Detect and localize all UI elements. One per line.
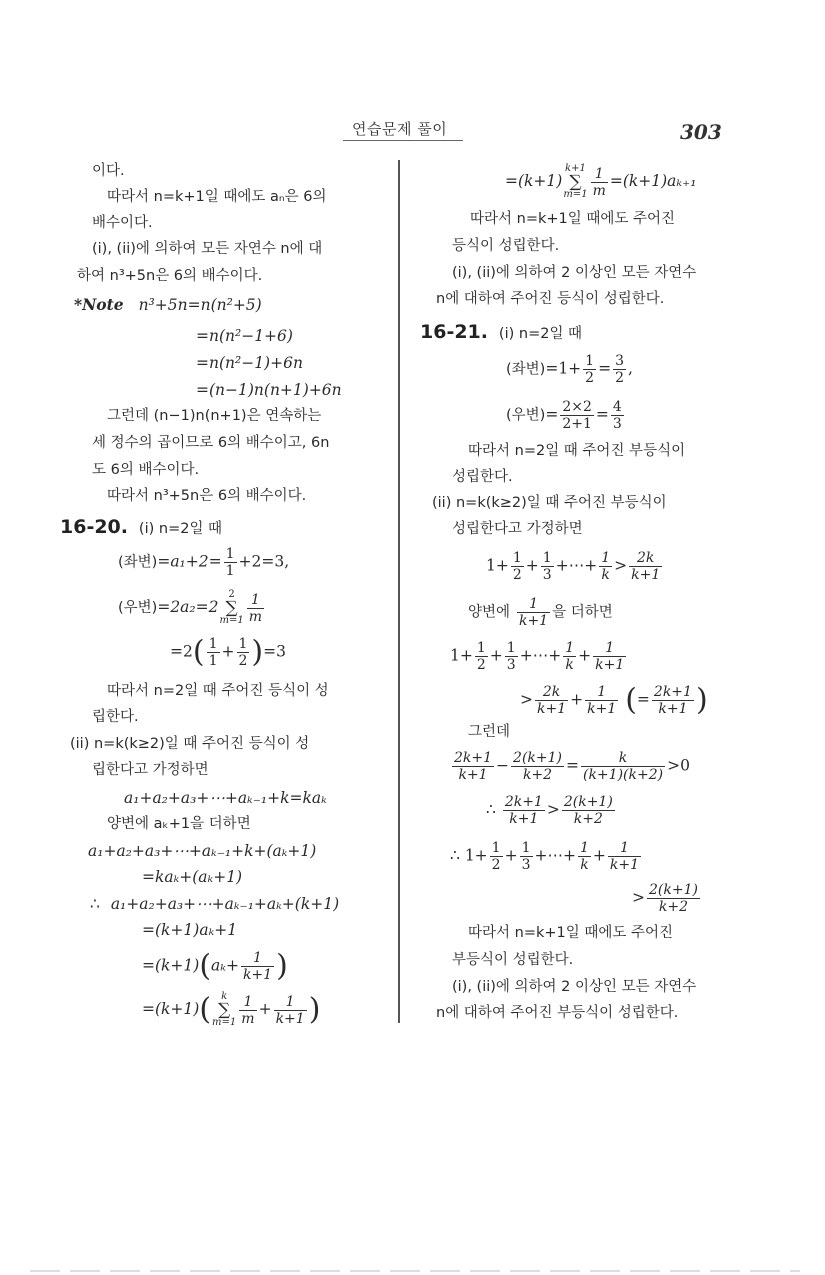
assumption-inequality: 1+ $\frac{1}{2}$ + $\frac{1}{3}$ +⋯+ $\frac{1}{k}$ > $\frac{2k}{k+1}$ bbox=[486, 550, 661, 583]
rhs-equation: (우변)= $\frac{2\times 2}{2+1}$ = $\frac{4}{3}$ bbox=[506, 399, 622, 432]
problem-number: 16-20. bbox=[60, 516, 128, 538]
rhs-equation bbox=[118, 590, 266, 626]
text-line: 배수이다. bbox=[92, 215, 153, 231]
case-heading: (ii) n=k(k≥2)일 때 주어진 부등식이 bbox=[432, 495, 667, 511]
fraction: $\frac{1}{2}$ bbox=[585, 353, 595, 386]
fraction: $\frac{1}{m}$ bbox=[592, 165, 606, 199]
text-line: 도 6의 배수이다. bbox=[92, 462, 200, 478]
fraction: $\frac{1}{k+1}$ bbox=[275, 993, 305, 1027]
note-step: n³+5n=n(n²+5) bbox=[138, 296, 262, 314]
text-line: 그런데 bbox=[468, 724, 511, 740]
final-gt-line: > $\frac{2(k+1)}{k+2}$ bbox=[632, 882, 698, 915]
math-line: =(k+1)aₖ+1 bbox=[142, 921, 238, 939]
add-both-sides-line: 양변에 $\frac{1}{k+1}$ 을 더하면 bbox=[468, 596, 613, 629]
math-line: a₁+a₂+a₃+⋯+aₖ₋₁+k=kaₖ bbox=[124, 789, 327, 807]
math: =2a₂=2 bbox=[157, 598, 219, 616]
fraction: $\frac{1}{1}$ bbox=[225, 546, 235, 579]
fraction: $\frac{1}{m}$ bbox=[241, 993, 255, 1027]
note-label: *Note bbox=[74, 295, 124, 314]
lhs-label: (좌변) bbox=[118, 554, 158, 571]
math: aₖ+ bbox=[211, 956, 239, 975]
fraction: $\frac{3}{2}$ bbox=[615, 353, 625, 386]
therefore-symbol: ∴ bbox=[486, 800, 496, 819]
text-line: 부등식이 성립한다. bbox=[452, 952, 574, 968]
text-line: 따라서 n³+5n은 6의 배수이다. bbox=[107, 488, 307, 504]
math: =a₁+2= bbox=[157, 552, 222, 571]
math-line: a₁+a₂+a₃+⋯+aₖ₋₁+k+(aₖ+1) bbox=[88, 842, 317, 860]
text-line: 하여 n³+5n은 6의 배수이다. bbox=[77, 268, 263, 284]
fraction: $\frac{4}{3}$ bbox=[612, 399, 622, 432]
lhs-equation: (좌변)=1+ $\frac{1}{2}$ = $\frac{3}{2}$ , bbox=[506, 353, 633, 386]
math-line bbox=[505, 164, 696, 200]
fraction: $\frac{1}{1}$ bbox=[208, 636, 218, 669]
text-line: 따라서 n=2일 때 주어진 부등식이 bbox=[468, 443, 686, 459]
text-line: 따라서 n=2일 때 주어진 등식이 성 bbox=[107, 683, 329, 699]
problem-16-21-heading bbox=[420, 321, 582, 345]
math-line: =(k+1)(aₖ+ $\frac{1}{k+1}$ ) bbox=[142, 948, 288, 984]
text-line: n에 대하여 주어진 등식이 성립한다. bbox=[436, 291, 665, 307]
math: =(k+1)aₖ₊₁ bbox=[609, 172, 697, 190]
summation: 2 ∑ m=1 bbox=[219, 589, 244, 626]
math: =(k+1) bbox=[142, 956, 200, 975]
rhs-label: (우변) bbox=[506, 407, 546, 424]
problem-16-20-heading bbox=[60, 516, 222, 540]
text-line: 따라서 n=k+1일 때에도 주어진 bbox=[468, 925, 674, 941]
rhs-equation-cont: =2( $\frac{1}{1}$ + $\frac{1}{2}$ )=3 bbox=[170, 634, 286, 670]
math: +2=3, bbox=[238, 552, 290, 571]
text-line: n에 대하여 주어진 부등식이 성립한다. bbox=[436, 1005, 679, 1021]
fraction: $\frac{2\times 2}{2+1}$ bbox=[562, 399, 592, 432]
text-line: 립한다고 가정하면 bbox=[92, 762, 209, 778]
math-line bbox=[90, 893, 339, 915]
scan-edge-artifact bbox=[30, 1270, 800, 1272]
text-line: 성립한다. bbox=[452, 469, 513, 485]
gt-line: > $\frac{2k}{k+1}$ + $\frac{1}{k+1}$ (= $\frac{2k+1}{k+1}$ ) bbox=[520, 682, 708, 718]
fraction: $\frac{1}{2}$ bbox=[238, 636, 248, 669]
column-divider bbox=[398, 160, 400, 1023]
case-heading: (i) n=2일 때 bbox=[498, 326, 583, 342]
note-block bbox=[74, 294, 262, 316]
text-line: (i), (ii)에 의하여 2 이상인 모든 자연수 bbox=[452, 265, 697, 281]
text-line: 세 정수의 곱이므로 6의 배수이고, 6n bbox=[92, 435, 330, 451]
note-step: =(n−1)n(n+1)+6n bbox=[196, 381, 342, 399]
math-line: =(k+1)( k ∑ m=1 $\frac{1}{m}$ + $\frac{1}{k+1}$ ) bbox=[142, 991, 321, 1028]
case-heading: (i) n=2일 때 bbox=[138, 521, 223, 537]
sum-line: 1+ $\frac{1}{2}$ + $\frac{1}{3}$ +⋯+ $\frac{1}{k}$ + $\frac{1}{k+1}$ bbox=[450, 640, 625, 673]
page-number: 303 bbox=[680, 120, 722, 144]
fraction: $\frac{1}{k+1}$ bbox=[242, 950, 273, 983]
math: a₁+a₂+a₃+⋯+aₖ₋₁+aₖ+(k+1) bbox=[110, 895, 340, 913]
text-line: 양변에 aₖ+1을 더하면 bbox=[107, 816, 251, 832]
problem-number: 16-21. bbox=[420, 321, 488, 343]
text-line: 등식이 성립한다. bbox=[452, 238, 560, 254]
math: =(k+1) bbox=[505, 172, 563, 190]
therefore-line: ∴ $\frac{2k+1}{k+1}$ > $\frac{2(k+1)}{k+2}$ bbox=[486, 794, 613, 827]
text-line: (i), (ii)에 의하여 모든 자연수 n에 대 bbox=[92, 241, 323, 257]
therefore-symbol: ∴ bbox=[450, 846, 460, 865]
text-line: 성립한다고 가정하면 bbox=[452, 521, 583, 537]
running-header-title: 연습문제 풀이 bbox=[352, 120, 448, 138]
text-line: (i), (ii)에 의하여 2 이상인 모든 자연수 bbox=[452, 979, 697, 995]
note-step: =n(n²−1+6) bbox=[196, 327, 293, 345]
note-step: =n(n²−1)+6n bbox=[196, 354, 303, 372]
header-underline bbox=[343, 140, 463, 141]
text-line: 립한다. bbox=[92, 709, 139, 725]
case-heading: (ii) n=k(k≥2)일 때 주어진 등식이 성 bbox=[70, 736, 310, 752]
fraction: $\frac{1}{m}$ bbox=[248, 591, 262, 625]
therefore-symbol: ∴ bbox=[90, 895, 100, 913]
math-line: =kaₖ+(aₖ+1) bbox=[142, 868, 243, 886]
text-line: 그런데 (n−1)n(n+1)은 연속하는 bbox=[107, 408, 322, 424]
rhs-label: (우변) bbox=[118, 600, 158, 616]
summation: k+1 ∑ m=1 bbox=[563, 163, 588, 200]
lhs-equation bbox=[118, 546, 289, 579]
summation: k ∑ m=1 bbox=[212, 991, 237, 1028]
lhs-label: (좌변) bbox=[506, 361, 546, 378]
final-sum-line: ∴ 1+ $\frac{1}{2}$ + $\frac{1}{3}$ +⋯+ $\frac{1}{k}$ + $\frac{1}{k+1}$ bbox=[450, 840, 640, 873]
text-line: 이다. bbox=[92, 163, 125, 179]
math: =3 bbox=[263, 642, 286, 661]
math: =(k+1) bbox=[142, 1000, 200, 1018]
text-line: 따라서 n=k+1일 때에도 aₙ은 6의 bbox=[107, 189, 327, 205]
difference-line: $\frac{2k+1}{k+1}$ − $\frac{2(k+1)}{k+2}$ = $\frac{k}{(k+1)(k+2)}$ >0 bbox=[454, 750, 690, 783]
math: =2 bbox=[170, 642, 193, 661]
text-line: 따라서 n=k+1일 때에도 주어진 bbox=[470, 211, 676, 227]
